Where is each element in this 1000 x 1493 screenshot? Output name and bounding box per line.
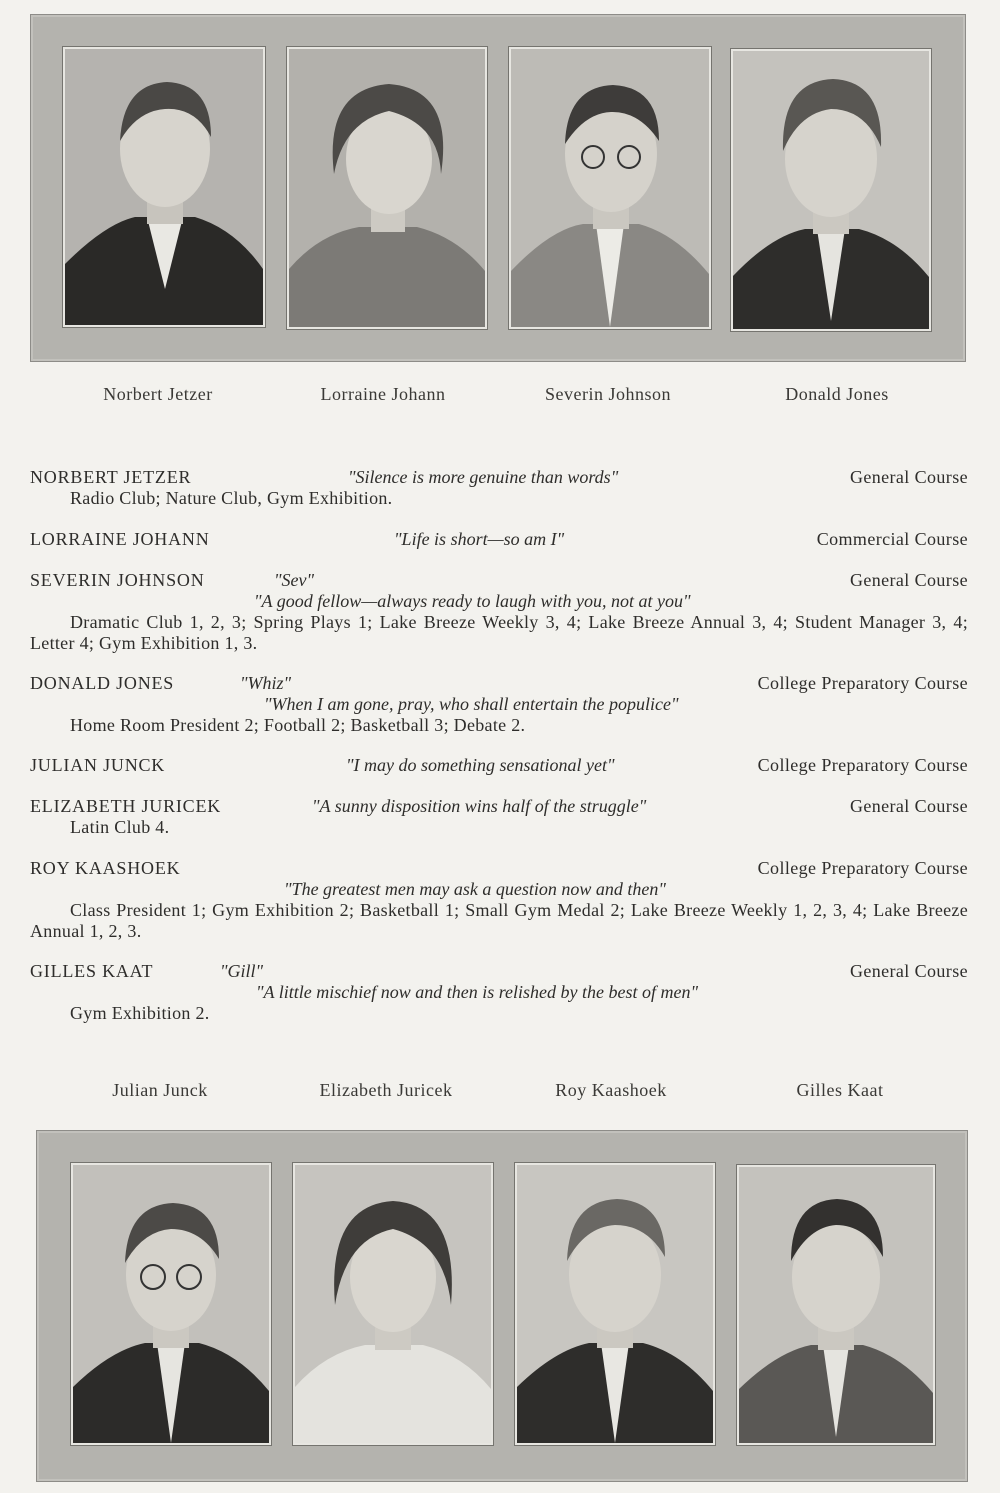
student-name: DONALD JONES	[30, 673, 175, 693]
portrait-photo	[293, 1163, 493, 1445]
caption-name: Severin Johnson	[545, 384, 671, 404]
entry-julian-junck	[30, 755, 968, 776]
entry-norbert-jetzer	[30, 467, 968, 509]
caption-name: Donald Jones	[785, 384, 889, 404]
caption-name: Gilles Kaat	[796, 1080, 884, 1100]
portrait-female-image	[295, 1165, 491, 1443]
activities-list: Gym Exhibition 2.	[70, 1003, 210, 1023]
portrait-male-glasses-image	[511, 49, 709, 327]
entry-elizabeth-juricek	[30, 796, 968, 838]
portrait-male-glasses-image	[73, 1165, 269, 1443]
entry-severin-johnson	[30, 570, 968, 654]
portrait-photo	[515, 1163, 715, 1445]
student-quote: "When I am gone, pray, who shall entertain the populice"	[264, 694, 679, 714]
bottom-photo-panel	[36, 1130, 968, 1482]
student-quote: "Silence is more genuine than words"	[348, 467, 619, 487]
activities-list: Home Room President 2; Football 2; Basketball 3; Debate 2.	[70, 715, 526, 735]
course-name: Commercial Course	[816, 529, 968, 549]
student-nickname: "Whiz"	[240, 673, 292, 693]
portrait-male-image	[733, 51, 929, 329]
portrait-male-image	[65, 49, 263, 325]
caption-name: Elizabeth Juricek	[319, 1080, 453, 1100]
course-name: College Preparatory Course	[757, 858, 968, 878]
course-name: General Course	[849, 961, 968, 981]
caption-name: Lorraine Johann	[320, 384, 446, 404]
activities-list: Radio Club; Nature Club, Gym Exhibition.	[70, 488, 393, 508]
entry-lorraine-johann	[30, 529, 968, 550]
portrait-photo	[287, 47, 487, 329]
portrait-male-image	[739, 1167, 933, 1443]
student-name: GILLES KAAT	[30, 961, 154, 981]
course-name: General Course	[849, 796, 968, 816]
student-name: NORBERT JETZER	[30, 467, 192, 487]
portrait-photo	[63, 47, 265, 327]
caption-name: Norbert Jetzer	[103, 384, 213, 404]
course-name: General Course	[849, 570, 968, 590]
entry-gilles-kaat	[30, 961, 968, 1024]
activities-list: Latin Club 4.	[70, 817, 170, 837]
entry-roy-kaashoek	[30, 858, 968, 942]
student-name: ROY KAASHOEK	[30, 858, 181, 878]
top-photo-panel	[30, 14, 966, 362]
caption-name: Roy Kaashoek	[555, 1080, 667, 1100]
portrait-photo	[731, 49, 931, 331]
student-quote: "A little mischief now and then is relished by the best of men"	[256, 982, 699, 1002]
student-quote: "The greatest men may ask a question now and then"	[284, 879, 666, 899]
activities-list: Class President 1; Gym Exhibition 2; Basketball 1; Small Gym Medal 2; Lake Breeze Weekly 1, 2, 3, 4; Lake Breeze Annual 1, 2, 3.	[30, 900, 968, 941]
course-name: General Course	[849, 467, 968, 487]
portrait-female-image	[289, 49, 485, 327]
portrait-photo	[509, 47, 711, 329]
caption-name: Julian Junck	[112, 1080, 208, 1100]
student-quote: "A sunny disposition wins half of the struggle"	[312, 796, 647, 816]
student-name: ELIZABETH JURICEK	[30, 796, 222, 816]
course-name: College Preparatory Course	[757, 755, 968, 775]
student-name: JULIAN JUNCK	[30, 755, 166, 775]
portrait-photo	[71, 1163, 271, 1445]
student-quote: "Life is short—so am I"	[394, 529, 565, 549]
activities-list: Dramatic Club 1, 2, 3; Spring Plays 1; Lake Breeze Weekly 3, 4; Lake Breeze Annual 3, 4; Student Manager 3, 4; Letter 4; Gym Exhibition 1, 3.	[30, 612, 968, 653]
student-name: SEVERIN JOHNSON	[30, 570, 205, 590]
student-nickname: "Gill"	[220, 961, 264, 981]
student-nickname: "Sev"	[274, 570, 315, 590]
portrait-male-image	[517, 1165, 713, 1443]
student-quote: "I may do something sensational yet"	[346, 755, 615, 775]
portrait-photo	[737, 1165, 935, 1445]
student-quote: "A good fellow—always ready to laugh with you, not at you"	[254, 591, 691, 611]
course-name: College Preparatory Course	[757, 673, 968, 693]
entry-donald-jones	[30, 673, 968, 736]
student-name: LORRAINE JOHANN	[30, 529, 210, 549]
